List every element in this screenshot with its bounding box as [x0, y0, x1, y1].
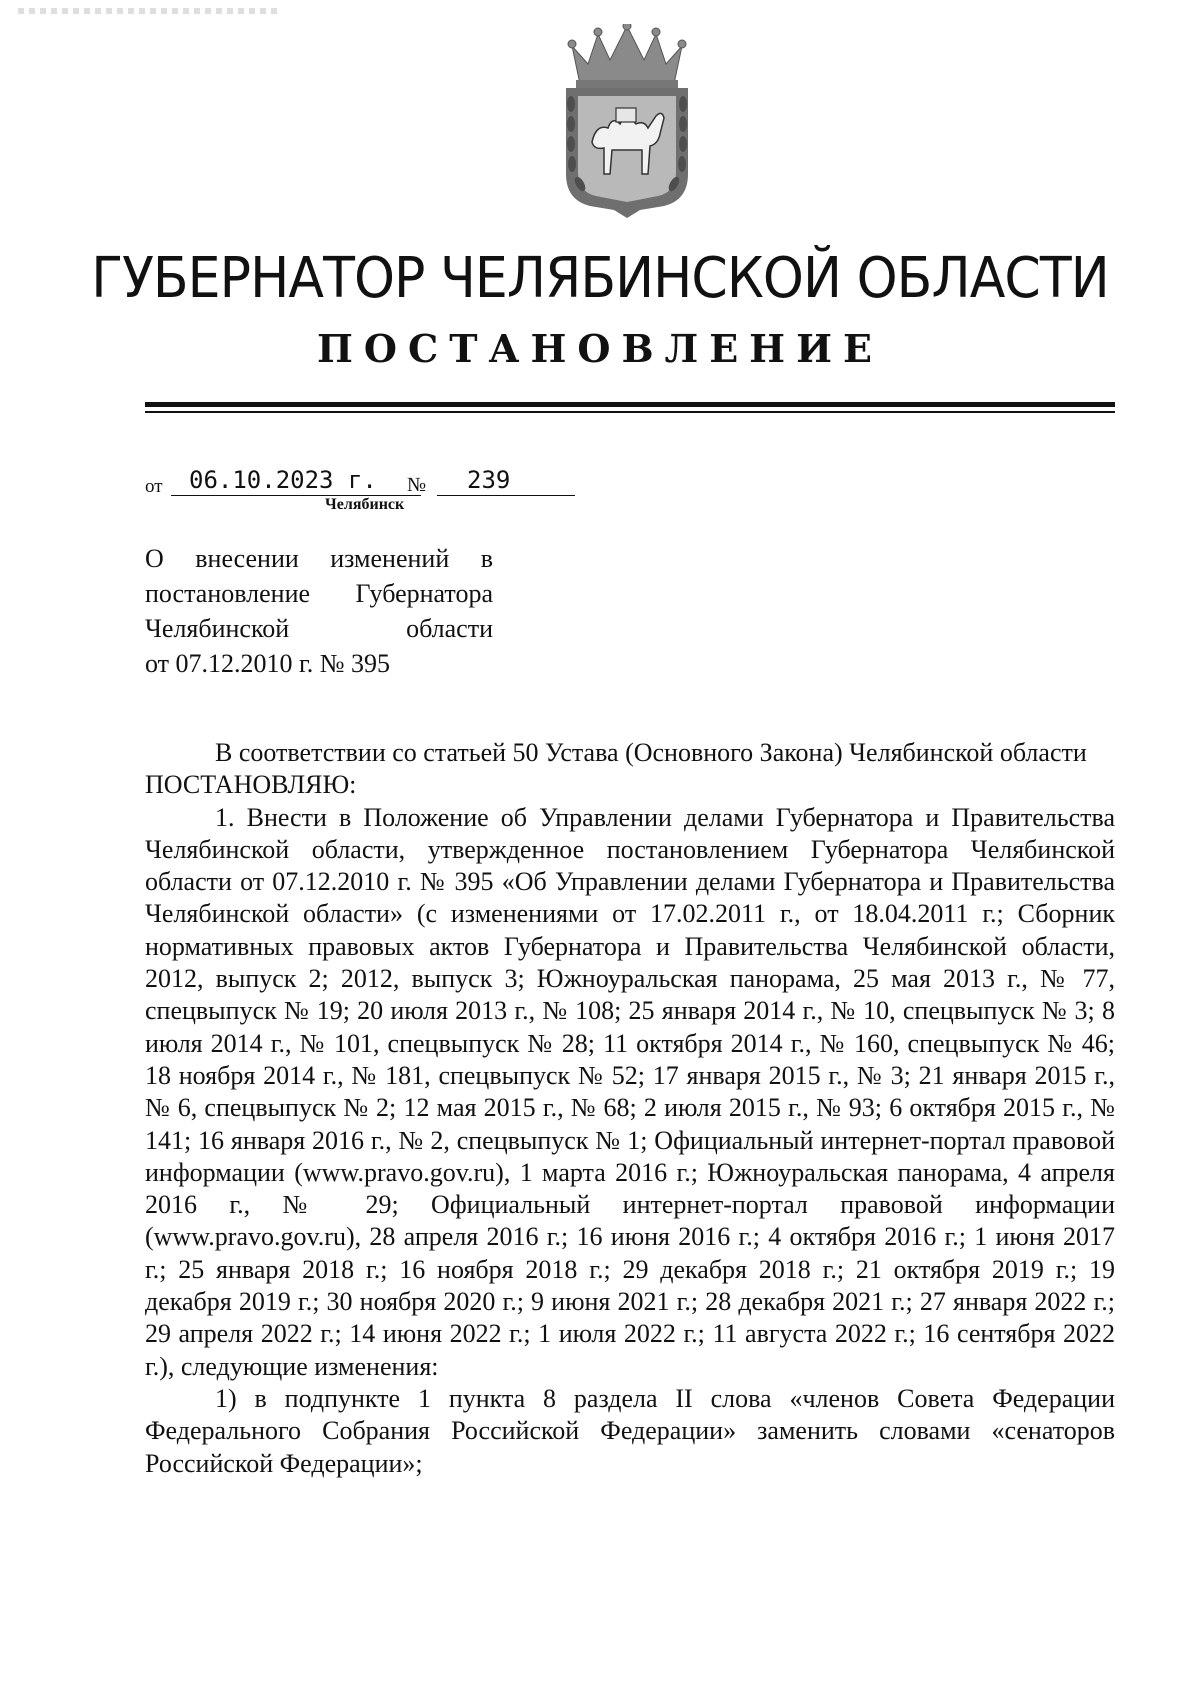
coat-of-arms-emblem — [552, 24, 702, 218]
document-body — [145, 737, 1115, 1480]
subject-line: постановление Губернатора — [145, 579, 493, 608]
document-number: 239 — [437, 466, 575, 496]
document-type-title: ПОСТАНОВЛЕНИЕ — [317, 326, 883, 371]
decree-word: ПОСТАНОВЛЯЮ: — [145, 770, 357, 800]
subject-line: Челябинской области — [145, 614, 493, 643]
scan-artifact — [18, 8, 278, 14]
subject-line: от 07.12.2010 г. № 395 — [145, 649, 391, 678]
number-prefix: № — [407, 474, 427, 496]
document-subject — [145, 541, 493, 681]
preamble-paragraph: В соответствии со статьей 50 Устава (Основного Закона) Челябинской области — [215, 738, 1087, 767]
subitem-1-paragraph: 1) в подпункте 1 пункта 8 раздела II слова «членов Совета Федерации Федерального Собрания Российской Федерации» заменить словами «сенаторов Российской Федерации»; — [145, 1383, 1115, 1478]
header-divider-thick — [145, 402, 1115, 407]
header-divider-thin — [145, 411, 1115, 413]
document-meta — [145, 466, 645, 513]
item-1-paragraph: 1. Внести в Положение об Управлении делами Губернатора и Правительства Челябинской области, утвержденное постановлением Губернатора Челябинской области от 07.12.2010 г. № 395 «Об Управлении делами Губернатора и Правительства Челябинской области» (с изменениями от 17.02.2011 г., от 18.04.2011 г.; Сборник нормативных правовых актов Губернатора и Правительства Челябинской области, 2012, выпуск 2; 2012, выпуск 3; Южноуральская панорама, 25 мая 2013 г., № 77, спецвыпуск № 19; 20 июля 2013 г., № 108; 25 января 2014 г., № 10, спецвыпуск № 3; 8 июля 2014 г., № 101, спецвыпуск № 28; 11 октября 2014 г., № 160, спецвыпуск № 46; 18 ноября 2014 г., № 181, спецвыпуск № 52; 17 января 2015 г., № 3; 21 января 2015 г., № 6, спецвыпуск № 2; 12 мая 2015 г., № 68; 2 июля 2015 г., № 93; 6 октября 2015 г., № 141; 16 января 2016 г., № 2, спецвыпуск № 1; Официальный интернет-портал правовой информации (www.pravo.gov.ru), 1 марта 2016 г.; Южноуральская панорама, 4 апреля 2016 г., № 29; Официальный интернет-портал правовой информации (www.pravo.gov.ru), 28 апреля 2016 г.; 16 июня 2016 г.; 4 октября 2016 г.; 1 июня 2017 г.; 25 января 2018 г.; 16 ноября 2018 г.; 29 декабря 2018 г.; 21 октября 2019 г.; 19 декабря 2019 г.; 30 ноября 2020 г.; 9 июня 2021 г.; 28 декабря 2021 г.; 27 января 2022 г.; 29 апреля 2022 г.; 14 июня 2022 г.; 1 июля 2022 г.; 11 августа 2022 г.; 16 сентября 2022 г.), следующие изменения: — [145, 802, 1115, 1381]
issuer-title: ГУБЕРНАТОР ЧЕЛЯБИНСКОЙ ОБЛАСТИ — [91, 246, 1109, 311]
date-prefix: от — [145, 476, 163, 497]
document-city: Челябинск — [325, 496, 405, 513]
subject-line: О внесении изменений в — [145, 544, 493, 573]
document-date: 06.10.2023 г. — [171, 466, 421, 496]
